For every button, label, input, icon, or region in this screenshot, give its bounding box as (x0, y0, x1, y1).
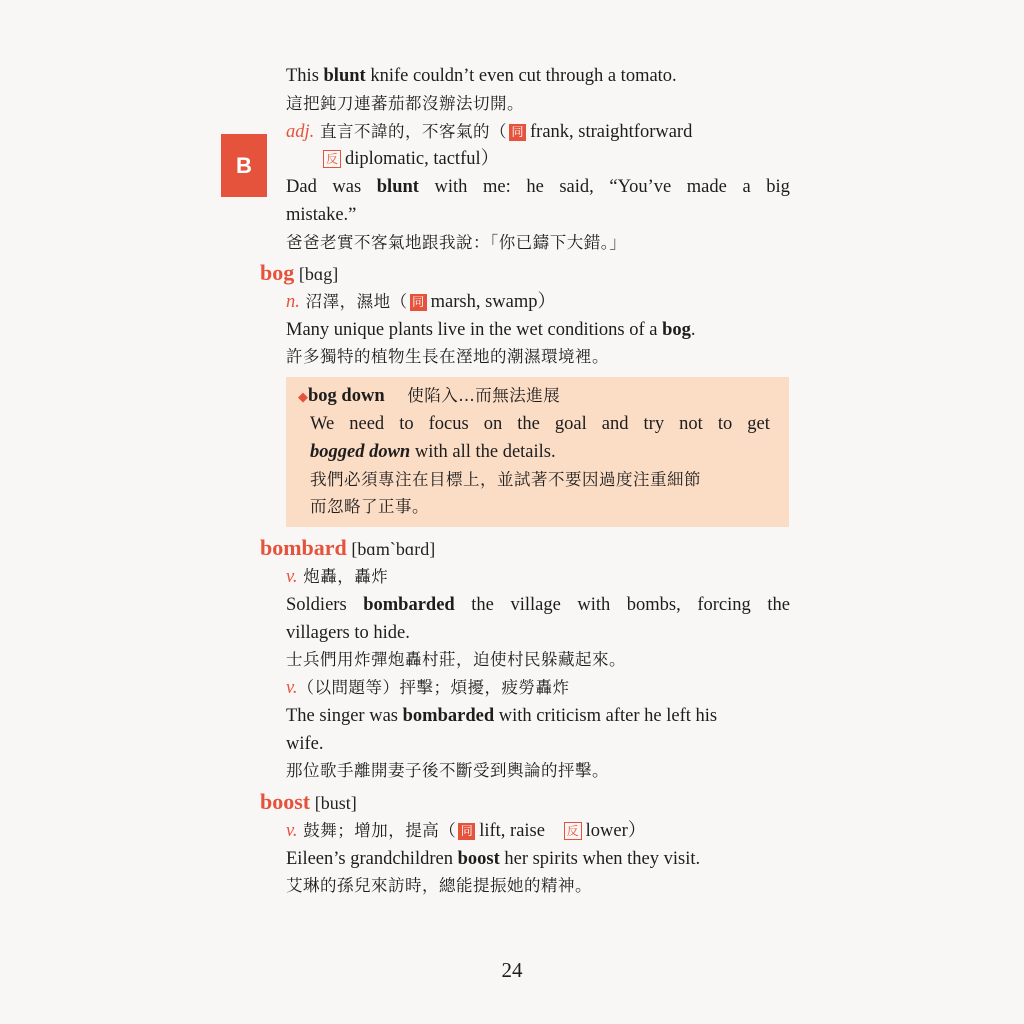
blunt-example-2: Dad was blunt with me: he said, “You’ve made a big (286, 177, 790, 197)
blunt-example-1-translation: 這把鈍刀連蕃茄都沒辦法切開。 (286, 94, 524, 113)
blunt-example-2-translation: 爸爸老實不客氣地跟我說：「你已鑄下大錯。」 (286, 233, 627, 252)
bog-example: Many unique plants live in the wet conditions of a bog. (286, 320, 696, 340)
bombard-example-1-line-2: villagers to hide. (286, 623, 410, 643)
idiom-phrase: bog down (308, 386, 385, 406)
antonym-icon: 反 (564, 822, 582, 840)
headword: bog (260, 260, 295, 285)
boost-example: Eileen’s grandchildren boost her spirits when they visit. (286, 849, 701, 869)
headword: bombard (260, 535, 347, 560)
pronunciation: [bɑm`bɑrd] (351, 539, 436, 559)
bombard-example-1-translation: 士兵們用炸彈炮轟村莊，迫使村民躲藏起來。 (286, 650, 626, 669)
idiom-example-line-2: bogged down with all the details. (310, 442, 556, 462)
idiom-heading (298, 384, 560, 409)
synonym-icon: 同 (410, 294, 427, 311)
boost-example-translation: 艾琳的孫兒來訪時，總能提振她的精神。 (286, 876, 592, 895)
idiom-meaning: 使陷入…而無法進展 (407, 386, 561, 405)
bog-definition: n. 沼澤，濕地（ 同 marsh, swamp） (286, 292, 556, 312)
bog-example-translation: 許多獨特的植物生長在溼地的潮濕環境裡。 (286, 347, 609, 366)
entry-bog-header (260, 261, 338, 287)
idiom-translation-2: 而忽略了正事。 (310, 497, 429, 516)
bombard-example-2-translation: 那位歌手離開妻子後不斷受到輿論的抨擊。 (286, 761, 609, 780)
page-number: 24 (501, 958, 523, 982)
idiom-example: We need to focus on the goal and try not to get (310, 414, 770, 434)
diamond-bullet-icon: ◆ (298, 389, 308, 404)
synonym-icon: 同 (509, 124, 526, 141)
pronunciation: [bɑg] (298, 264, 339, 284)
synonym-icon: 同 (458, 823, 475, 840)
blunt-antonyms: 反 diplomatic, tactful） (321, 147, 499, 171)
section-tab: B (221, 134, 267, 197)
entry-bombard-header (260, 536, 435, 562)
boost-definition: v. 鼓舞；增加，提高（ 同 lift, raise 反 lower） (286, 821, 647, 841)
bombard-definition-1: v. 炮轟，轟炸 (286, 567, 389, 587)
entry-boost-header (260, 790, 357, 816)
bombard-example-1: Soldiers bombarded the village with bombs, forcing the (286, 595, 790, 615)
blunt-example-1: This blunt knife couldn’t even cut through a tomato. (286, 66, 677, 86)
headword: boost (260, 789, 311, 814)
idiom-translation-1: 我們必須專注在目標上，並試著不要因過度注重細節 (310, 470, 701, 489)
blunt-definition-2: adj. 直言不諱的，不客氣的（ 同 frank, straightforward (286, 122, 693, 142)
blunt-example-2-line-2: mistake.” (286, 205, 357, 225)
bombard-example-2: The singer was bombarded with criticism after he left his (286, 706, 718, 726)
bombard-definition-2: v.（以問題等）抨擊；煩擾，疲勞轟炸 (286, 678, 570, 698)
bombard-example-2-line-2: wife. (286, 734, 324, 754)
pronunciation: [bust] (314, 793, 357, 813)
antonym-icon: 反 (323, 150, 341, 168)
